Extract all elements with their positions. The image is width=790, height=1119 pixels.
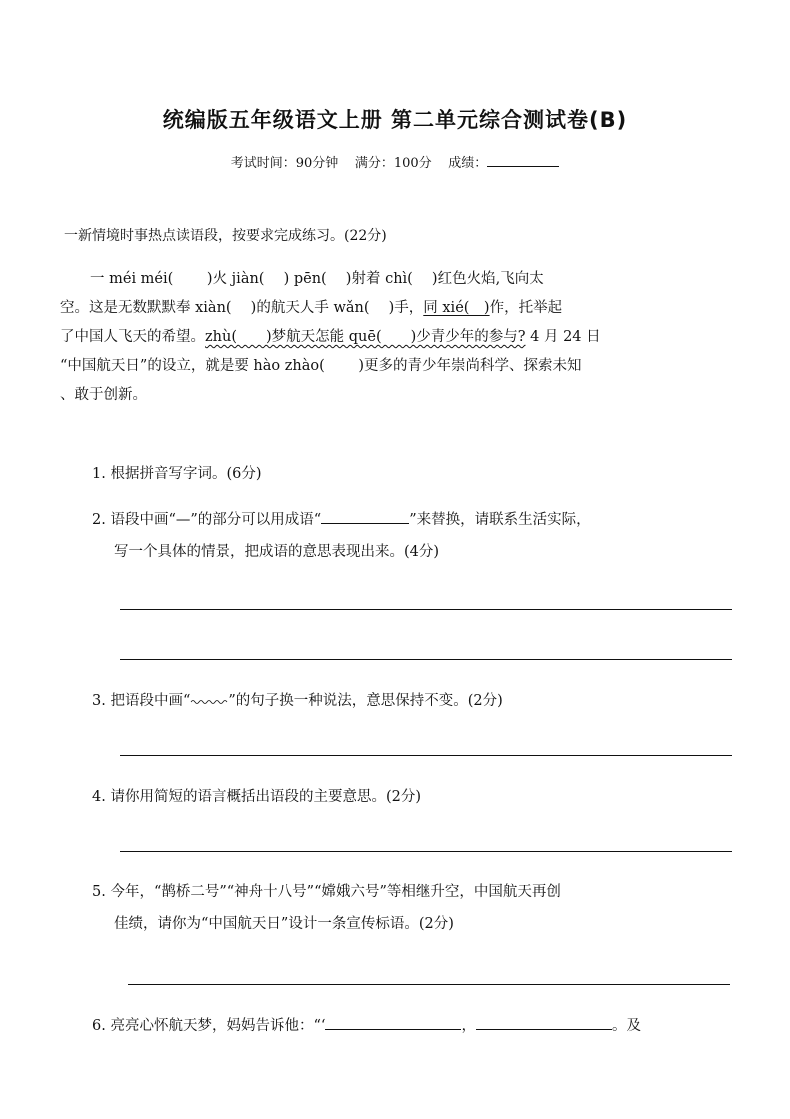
passage-line-3: 了中国人飞天的希望。zhù( )梦航天怎能 quē( )少青少年的参与? 4 月 24 日 (60, 329, 601, 345)
exam-info (0, 152, 790, 171)
exam-time: 考试时间：90分钟 (230, 156, 339, 171)
answer-line[interactable] (120, 659, 732, 660)
question-6: 6. 亮亮心怀航天梦，妈妈告诉他：“‘ ， 。及 (92, 1018, 641, 1034)
page-title: 统编版五年级语文上册 第二单元综合测试卷(B) (162, 108, 628, 132)
question-5: 5. 今年，“鹊桥二号”“神舟十八号”“嫦娥六号”等相继升空，中国航天再创 佳绩，请你为“中国航天日”设计一条宣传标语。(2分) (92, 884, 561, 932)
underlined-phrase: 同 xié( ) (423, 300, 490, 316)
idiom-blank[interactable] (321, 523, 409, 524)
score-blank[interactable] (487, 166, 559, 167)
passage-line-2: 空。这是无数默默奉 xiàn( )的航天人手 wǎn( )手，同 xié( )作，托举起 (60, 300, 563, 316)
question-1: 1. 根据拼音写字词。(6分) (92, 466, 262, 482)
question-2: 2. 语段中画“—”的部分可以用成语“ ”来替换，请联系生活实际， 写一个具体的情景，把成语的意思表现出来。(4分) (92, 512, 591, 560)
wavy-underlined-sentence: zhù( )梦航天怎能 quē( )少青少年的参与? (205, 329, 526, 345)
question-4: 4. 请你用简短的语言概括出语段的主要意思。(2分) (92, 789, 421, 805)
exam-score-label: 成绩： (448, 156, 488, 171)
answer-line[interactable] (128, 984, 730, 985)
wavy-line-mark (190, 696, 228, 705)
question-3: 3. 把语段中画“ ”的句子换一种说法，意思保持不变。(2分) (92, 693, 503, 709)
passage-line-4: “中国航天日”的设立，就是要 hào zhào( )更多的青少年崇尚科学、探索未知 (60, 358, 582, 374)
exam-full-score: 满分：100分 (354, 156, 432, 171)
section-heading: 一新情境时事热点读语段，按要求完成练习。(22分) (64, 228, 387, 244)
answer-line[interactable] (120, 851, 732, 852)
passage-line-5: 、敢于创新。 (60, 387, 147, 403)
passage-line-1: 一 méi méi( )火 jiàn( ) pēn( )射着 chì( )红色火焰,飞向太 (90, 271, 544, 287)
quote-blank-1[interactable] (325, 1029, 461, 1030)
answer-line[interactable] (120, 755, 732, 756)
answer-line[interactable] (120, 609, 732, 610)
reading-passage (60, 265, 734, 410)
quote-blank-2[interactable] (476, 1029, 612, 1030)
